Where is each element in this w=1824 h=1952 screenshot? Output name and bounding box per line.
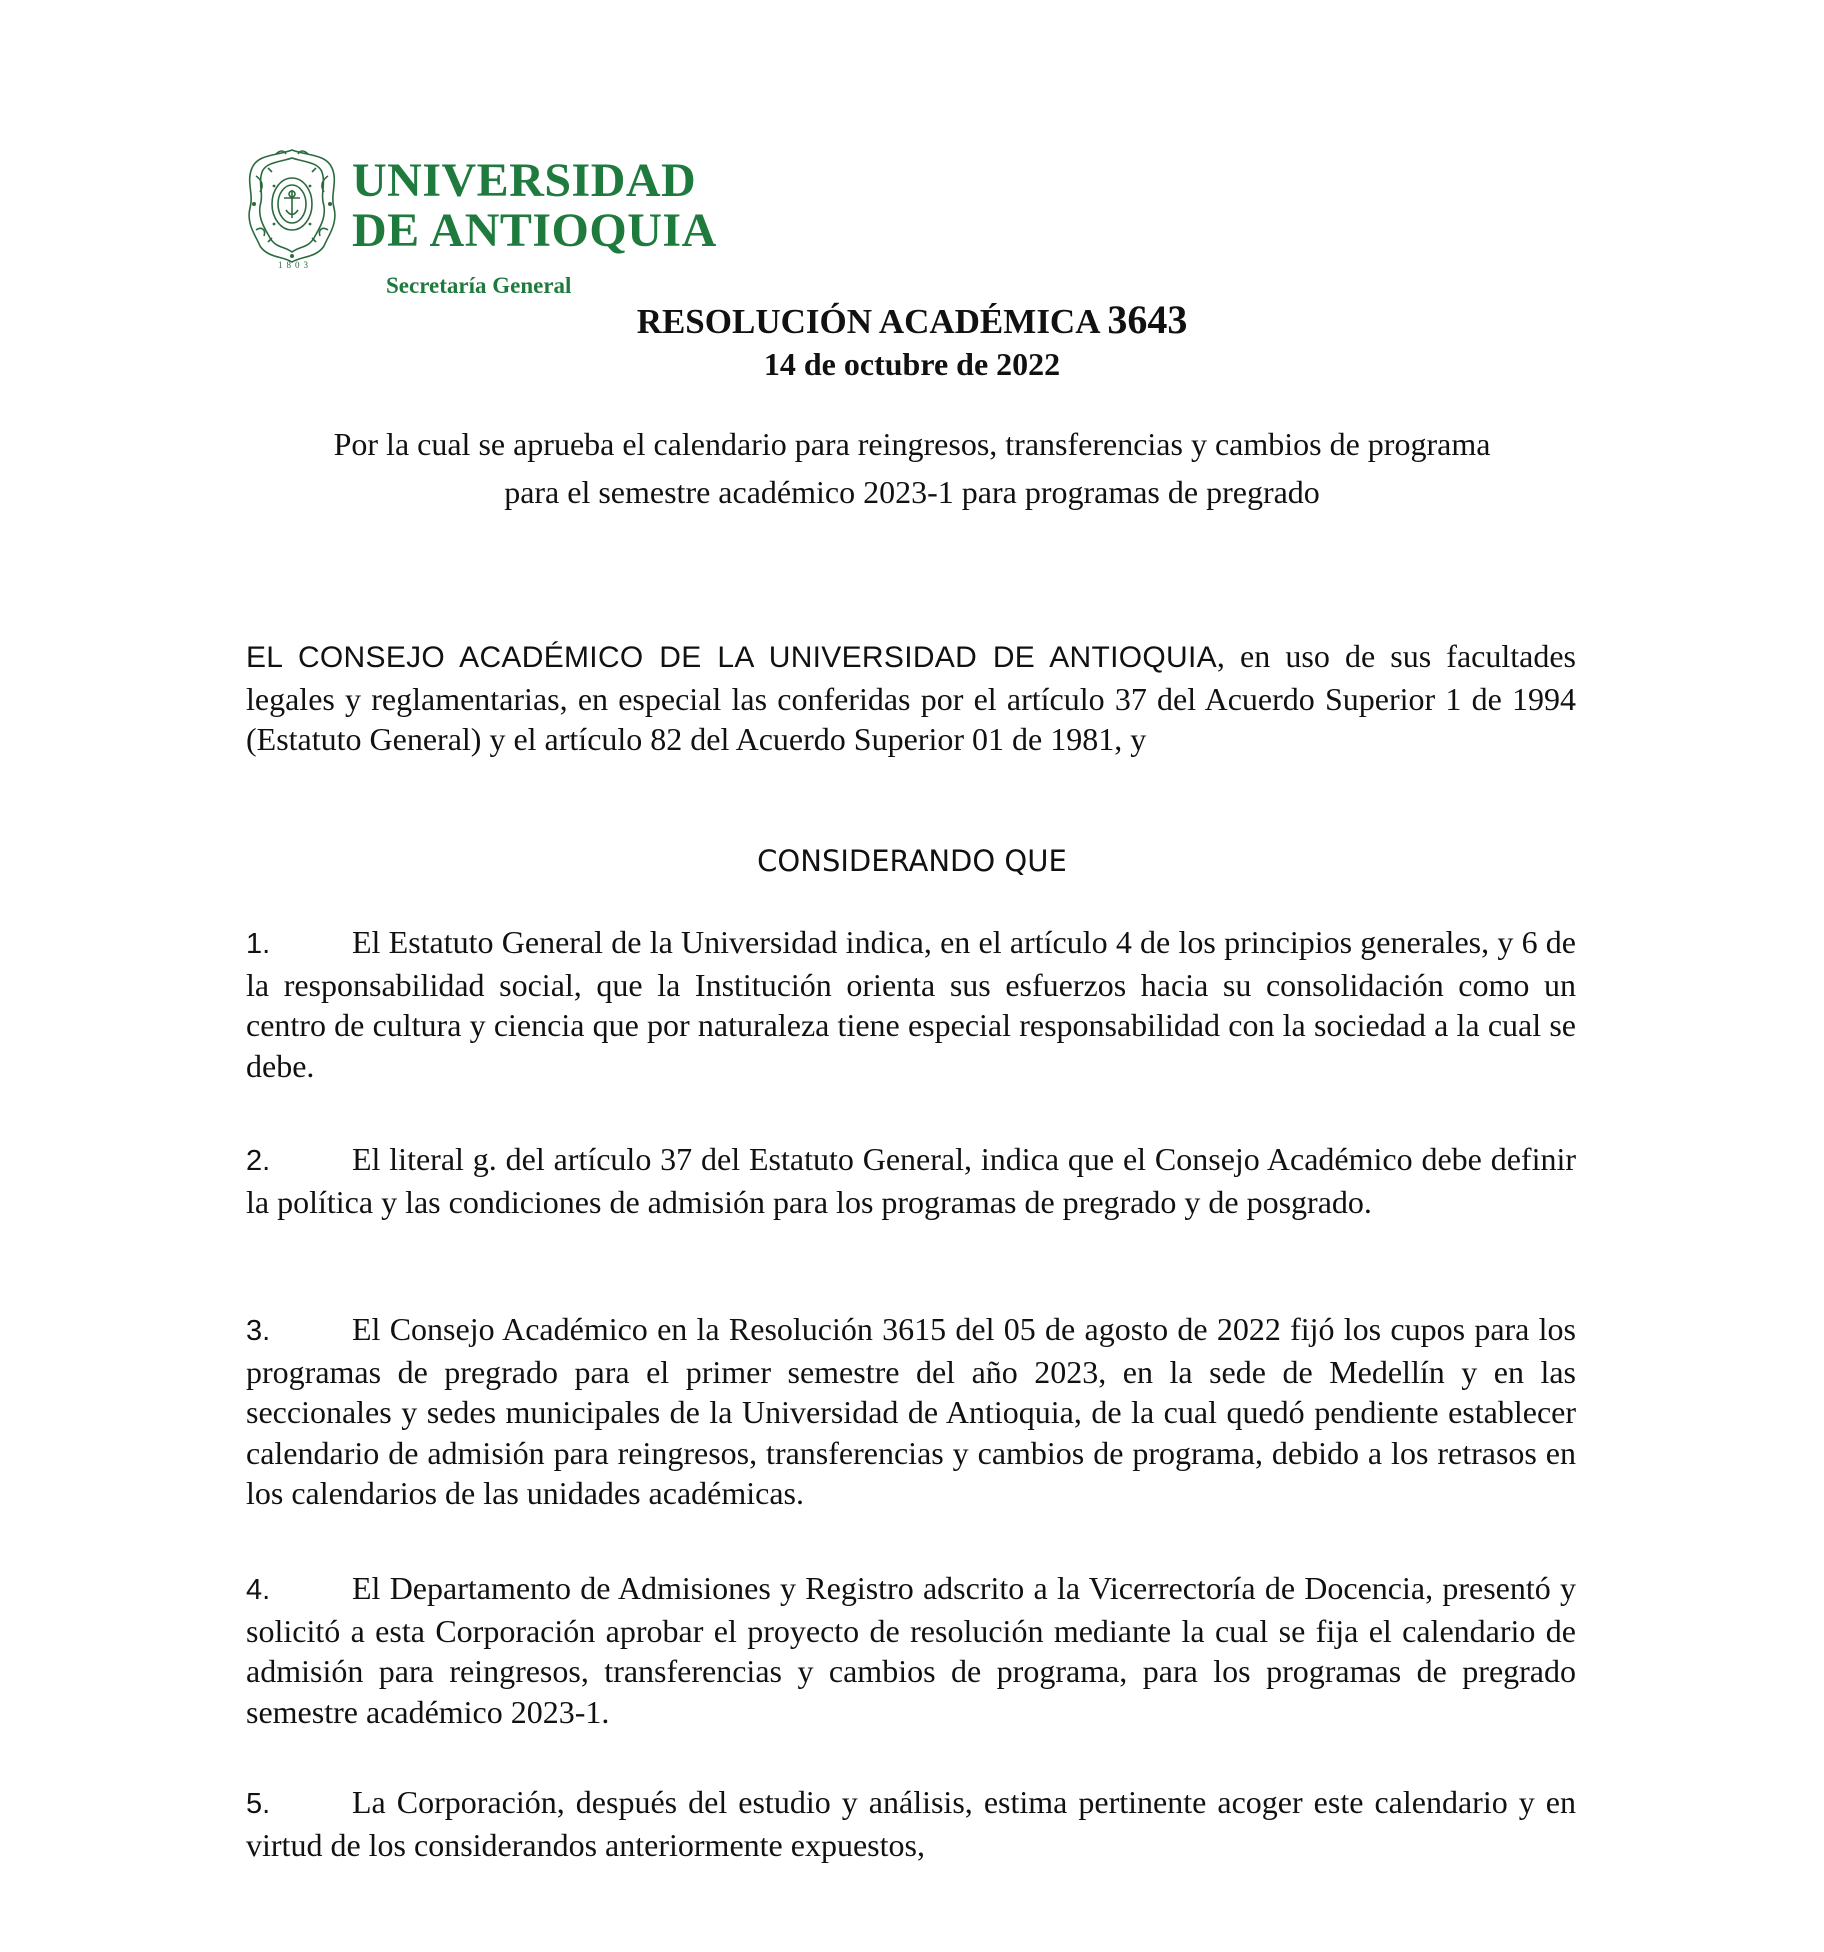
intro-text: , en uso de sus facultades legales y reglamentarias, en especial las conferidas por el artículo 37 del Acuerdo Superior 1 de 1994 (Estatuto General) y el artículo 82 del Acuerdo Superior 01 de 1981, y [246, 638, 1577, 757]
seal-year: 1803 [278, 260, 312, 270]
university-name-line1: UNIVERSIDAD [352, 154, 697, 207]
item-text: El Consejo Académico en la Resolución 3615 del 05 de agosto de 2022 fijó los cupos para los programas de pregrado para el primer semestre del año 2023, en la sede de Medellín y en las seccionales y sedes municipales de la Universidad de Antioquia, de la cual quedó pendiente establecer calendario de admisión para reingresos, transferencias y cambios de programa, debido a los retrasos en los calendarios de las unidades académicas. [246, 1311, 1576, 1511]
resolution-date: 14 de octubre de 2022 [763, 346, 1061, 382]
considerando-heading: CONSIDERANDO QUE [757, 844, 1067, 878]
resolution-number: 3643 [1107, 297, 1188, 342]
intro-paragraph [246, 636, 1576, 760]
subject-line-2: para el semestre académico 2023-1 para programas de pregrado [504, 474, 1320, 510]
item-text: El Departamento de Admisiones y Registro adscrito a la Vicerrectoría de Docencia, presentó y solicitó a esta Corporación aprobar el proyecto de resolución mediante la cual se fija el calendario de admisión para reingresos, transferencias y cambios de programa, para los programas de pregrado semestre académico 2023-1. [246, 1570, 1576, 1730]
university-name [352, 156, 717, 256]
considerando-item-4 [246, 1568, 1576, 1732]
item-text: El literal g. del artículo 37 del Estatuto General, indica que el Consejo Académico debe definir la política y las condiciones de admisión para los programas de pregrado y de posgrado. [246, 1141, 1576, 1220]
item-number: 5. [246, 1788, 271, 1820]
university-logo [246, 146, 766, 306]
item-number: 2. [246, 1145, 271, 1177]
secretaria-general-label: Secretaría General [386, 273, 572, 298]
item-number: 3. [246, 1315, 271, 1347]
resolution-subject [200, 420, 1624, 516]
considerando-item-5 [246, 1782, 1576, 1865]
resolution-title [0, 296, 1824, 343]
considerando-item-3 [246, 1309, 1576, 1514]
item-text: La Corporación, después del estudio y análisis, estima pertinente acoger este calendario y en virtud de los considerandos anteriormente expuestos, [246, 1784, 1576, 1863]
item-number: 4. [246, 1574, 271, 1606]
resolution-title-text: RESOLUCIÓN ACADÉMICA [636, 302, 1099, 341]
university-name-line2: DE ANTIOQUIA [352, 204, 717, 257]
considerando-item-2 [246, 1139, 1576, 1222]
intro-lead: EL CONSEJO ACADÉMICO DE LA UNIVERSIDAD DE ANTIOQUIA [246, 641, 1217, 674]
considerando-item-1 [246, 922, 1576, 1086]
university-seal-icon [246, 146, 338, 268]
item-number: 1. [246, 928, 271, 960]
subject-line-1: Por la cual se aprueba el calendario para reingresos, transferencias y cambios de programa [333, 426, 1491, 462]
item-text: El Estatuto General de la Universidad indica, en el artículo 4 de los principios generales, y 6 de la responsabilidad social, que la Institución orienta sus esfuerzos hacia su consolidación como un centro de cultura y ciencia que por naturaleza tiene especial responsabilidad con la sociedad a la cual se debe. [246, 924, 1576, 1084]
